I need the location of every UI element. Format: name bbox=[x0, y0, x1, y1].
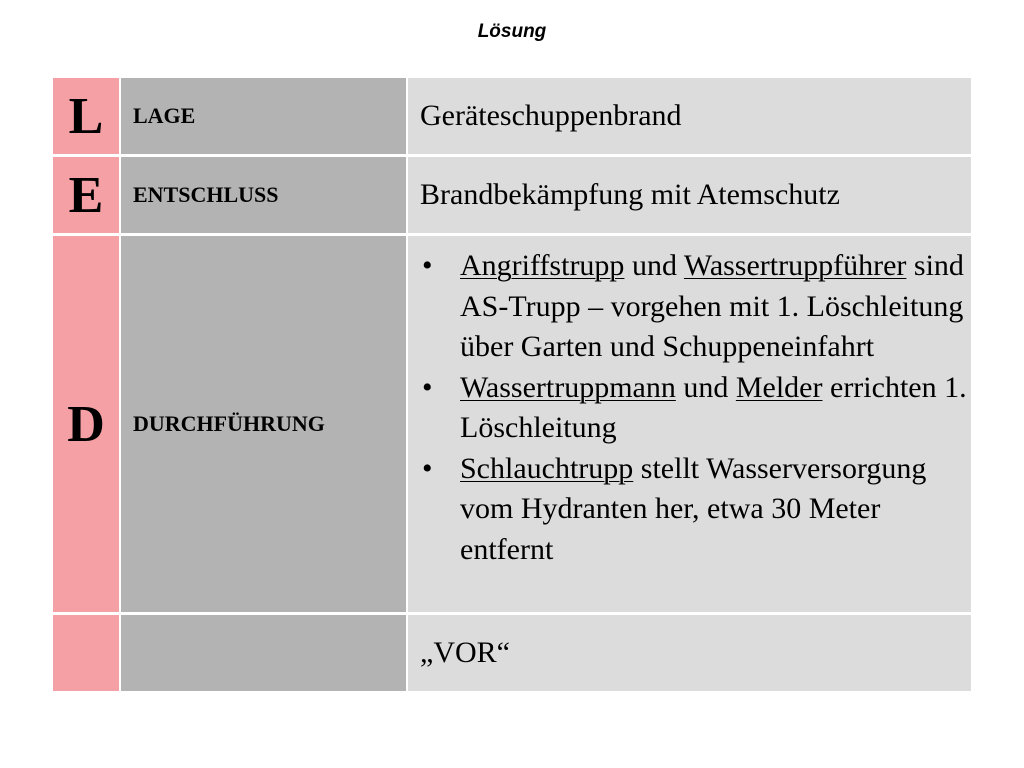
content-cell-lage: Geräteschuppenbrand bbox=[408, 78, 971, 154]
bullet-text bbox=[460, 246, 971, 368]
label-cell-lage: LAGE bbox=[121, 78, 406, 154]
bullet-text-part: und bbox=[624, 249, 684, 282]
letter-cell-e: E bbox=[53, 157, 119, 233]
underlined-term: Schlauchtrupp bbox=[460, 451, 634, 485]
label-cell-entschluss: ENTSCHLUSS bbox=[121, 157, 406, 233]
letter-cell-d: D bbox=[53, 236, 119, 612]
page-title: Lösung bbox=[477, 21, 547, 42]
bullet-list bbox=[420, 246, 971, 570]
bullet-text bbox=[460, 368, 971, 449]
bullet-item bbox=[420, 246, 971, 368]
bullet-text bbox=[460, 449, 971, 571]
led-table bbox=[53, 78, 971, 691]
content-cell-vor: „VOR“ bbox=[408, 615, 971, 691]
bullet-item bbox=[420, 368, 971, 449]
bullet-text-part: und bbox=[675, 370, 736, 404]
label-cell-durchfuehrung: DURCHFÜHRUNG bbox=[121, 236, 406, 612]
bullet-marker: • bbox=[422, 249, 433, 282]
content-cell-durchfuehrung bbox=[408, 236, 971, 612]
bullet-marker: • bbox=[422, 451, 433, 485]
bullet-marker: • bbox=[422, 370, 433, 404]
bullet-item bbox=[420, 449, 971, 571]
letter-cell-empty bbox=[53, 615, 119, 691]
underlined-term: Angriffstrupp bbox=[460, 249, 625, 282]
bullet-text-part: stellt Wasserversorgung vom Hydranten her, etwa 30 Meter entfernt bbox=[460, 451, 927, 566]
label-cell-empty bbox=[121, 615, 406, 691]
bullet-text-part: sind AS-Trupp – vorgehen mit 1. Löschleitung über Garten und Schuppeneinfahrt bbox=[460, 249, 964, 363]
bullet-text-part: errichten 1. Löschleitung bbox=[460, 370, 967, 444]
underlined-term: Wassertruppführer bbox=[683, 249, 907, 282]
underlined-term: Wassertruppmann bbox=[460, 370, 676, 404]
underlined-term: Melder bbox=[735, 370, 823, 404]
letter-cell-l: L bbox=[53, 78, 119, 154]
content-cell-entschluss: Brandbekämpfung mit Atemschutz bbox=[408, 157, 971, 233]
